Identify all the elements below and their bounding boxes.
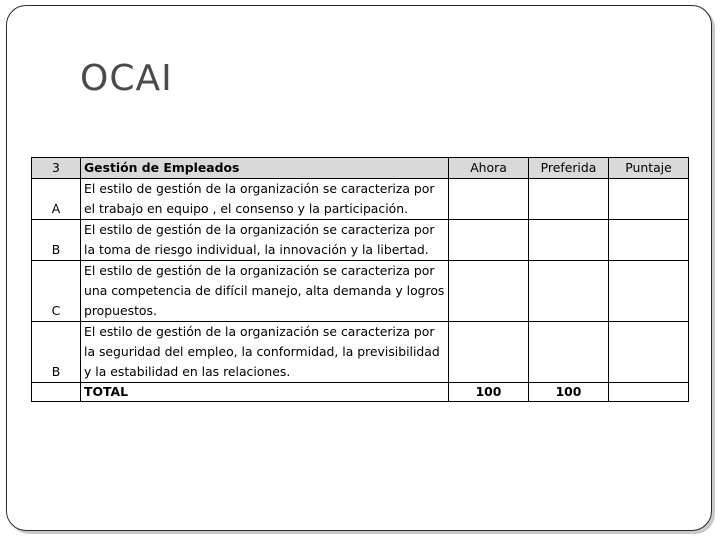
ahora-cell[interactable]: [449, 220, 529, 261]
column-header-puntaje: Puntaje: [609, 158, 689, 179]
table-row: [32, 179, 689, 220]
preferida-cell[interactable]: [529, 220, 609, 261]
row-letter: A: [32, 179, 81, 220]
row-description: El estilo de gestión de la organización se caracteriza por una competencia de difícil manejo, alta demanda y logros propuestos.: [81, 261, 449, 322]
table-row: [32, 261, 689, 322]
ahora-cell[interactable]: [449, 179, 529, 220]
puntaje-cell[interactable]: [609, 261, 689, 322]
preferida-cell[interactable]: [529, 261, 609, 322]
total-preferida: 100: [529, 383, 609, 402]
total-empty-cell: [32, 383, 81, 402]
total-label: TOTAL: [81, 383, 449, 402]
row-description: El estilo de gestión de la organización se caracteriza por la seguridad del empleo, la conformidad, la previsibilidad y la estabilidad en las relaciones.: [81, 322, 449, 383]
puntaje-cell[interactable]: [609, 322, 689, 383]
ahora-cell[interactable]: [449, 261, 529, 322]
column-header-preferida: Preferida: [529, 158, 609, 179]
section-title: Gestión de Empleados: [81, 158, 449, 179]
puntaje-cell[interactable]: [609, 220, 689, 261]
slide-title: OCAI: [80, 58, 173, 99]
row-letter: B: [32, 322, 81, 383]
ahora-cell[interactable]: [449, 322, 529, 383]
table-row: [32, 220, 689, 261]
table-header-row: [32, 158, 689, 179]
total-ahora: 100: [449, 383, 529, 402]
puntaje-cell[interactable]: [609, 179, 689, 220]
column-header-ahora: Ahora: [449, 158, 529, 179]
section-number: 3: [32, 158, 81, 179]
preferida-cell[interactable]: [529, 322, 609, 383]
row-description: El estilo de gestión de la organización se caracteriza por el trabajo en equipo , el consenso y la participación.: [81, 179, 449, 220]
ocai-table: [31, 157, 689, 402]
row-letter: B: [32, 220, 81, 261]
total-puntaje[interactable]: [609, 383, 689, 402]
preferida-cell[interactable]: [529, 179, 609, 220]
table-row: [32, 322, 689, 383]
total-row: [32, 383, 689, 402]
row-description: El estilo de gestión de la organización se caracteriza por la toma de riesgo individual, la innovación y la libertad.: [81, 220, 449, 261]
row-letter: C: [32, 261, 81, 322]
